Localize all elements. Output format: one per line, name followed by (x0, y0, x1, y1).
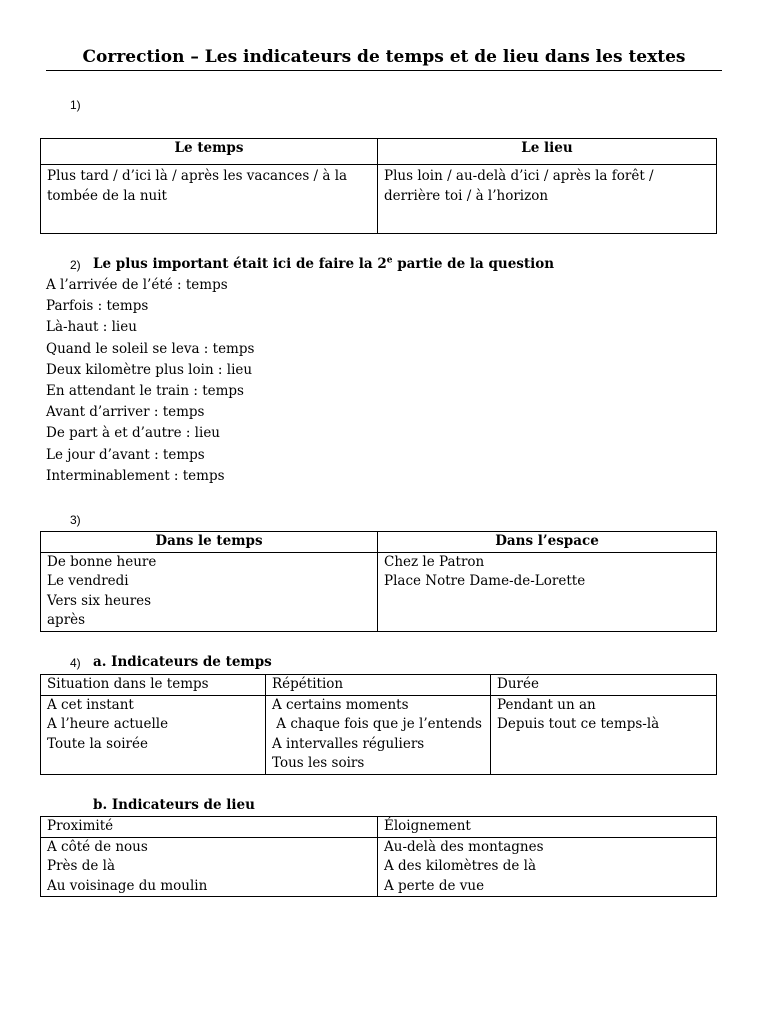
cell-temps: Plus tard / d’ici là / après les vacances / à la tombée de la nuit (41, 165, 378, 234)
list-item: A perte de vue (384, 877, 485, 894)
header-dans-l-espace: Dans l’espace (378, 532, 717, 553)
list-item: Deux kilomètre plus loin : lieu (46, 361, 253, 378)
place-indicators-table (40, 816, 717, 897)
cell-lieu: Plus loin / au-delà d’ici / après la forêt / derrière toi / à l’horizon (378, 165, 717, 234)
list-item: Vers six heures (47, 592, 152, 609)
header-proximite: Proximité (41, 817, 378, 838)
cell-situation-list (41, 695, 266, 774)
header-le-temps: Le temps (41, 139, 378, 165)
time-space-table (40, 531, 717, 632)
list-item: Depuis tout ce temps-là (497, 716, 660, 733)
header-repetition: Répétition (266, 675, 491, 696)
list-item: Au-delà des montagnes (384, 838, 544, 855)
cell-eloignement-list (378, 837, 717, 897)
expression-list (46, 275, 254, 487)
list-item: Le vendredi (47, 573, 129, 590)
list-item: A l’heure actuelle (47, 716, 169, 733)
list-item: A cet instant (47, 696, 134, 713)
list-item: Chez le Patron (384, 553, 485, 570)
list-item: A des kilomètres de là (384, 858, 537, 875)
list-item: Là-haut : lieu (46, 319, 137, 336)
question-3-number: 3) (70, 513, 81, 527)
list-item: Parfois : temps (46, 298, 149, 315)
list-item: A côté de nous (47, 838, 148, 855)
header-dans-le-temps: Dans le temps (41, 532, 378, 553)
question-2-number: 2) (70, 258, 81, 272)
list-item: Avant d’arriver : temps (46, 404, 205, 421)
list-item: De part à et d’autre : lieu (46, 425, 221, 442)
cell-repetition-list (266, 695, 491, 774)
list-item: Pendant un an (497, 696, 596, 713)
list-item: A chaque fois que je l’entends (272, 716, 482, 733)
cell-proximite-list (41, 837, 378, 897)
list-item: Quand le soleil se leva : temps (46, 340, 255, 357)
time-indicators-table (40, 674, 717, 775)
list-item: Interminablement : temps (46, 467, 225, 484)
list-item: Tous les soirs (272, 755, 365, 772)
list-item: A l’arrivée de l’été : temps (46, 277, 228, 293)
header-situation: Situation dans le temps (41, 675, 266, 696)
question-4-number: 4) (70, 656, 81, 670)
question-4b-heading: b. Indicateurs de lieu (93, 797, 255, 813)
list-item: A certains moments (272, 696, 409, 713)
header-duree: Durée (491, 675, 717, 696)
time-place-table (40, 138, 717, 234)
cell-temps-list (41, 552, 378, 631)
page-title: Correction – Les indicateurs de temps et de lieu dans les textes (46, 44, 722, 71)
header-eloignement: Éloignement (378, 817, 717, 838)
question-4a-heading: a. Indicateurs de temps (93, 654, 272, 670)
cell-duree-list (491, 695, 717, 774)
list-item: Place Notre Dame-de-Lorette (384, 573, 586, 590)
list-item: après (47, 612, 86, 629)
list-item: Toute la soirée (47, 735, 148, 752)
header-le-lieu: Le lieu (378, 139, 717, 165)
list-item: A intervalles réguliers (272, 735, 425, 752)
list-item: En attendant le train : temps (46, 383, 244, 400)
cell-espace-list (378, 552, 717, 631)
list-item: De bonne heure (47, 553, 157, 570)
list-item: Au voisinage du moulin (47, 877, 208, 894)
question-2-heading: Le plus important était ici de faire la 2e partie de la question (93, 255, 555, 272)
question-1-number: 1) (70, 98, 81, 112)
list-item: Près de là (47, 858, 116, 875)
list-item: Le jour d’avant : temps (46, 446, 205, 463)
